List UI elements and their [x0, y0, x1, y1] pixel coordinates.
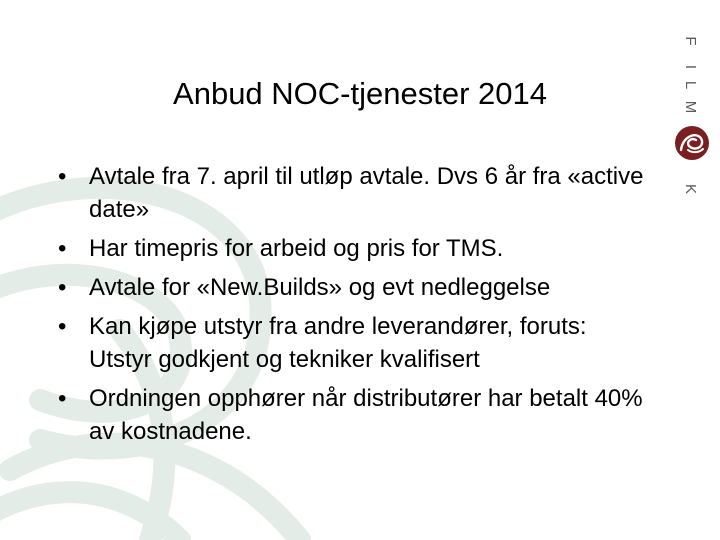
brand-letter-l: L — [682, 80, 699, 90]
brand-letter-f: F — [682, 36, 699, 46]
bullet-text: Avtale for «New.Builds» og evt nedleggelse — [89, 274, 551, 301]
bullet-symbol: • — [58, 274, 67, 301]
bullet-symbol: • — [58, 313, 67, 340]
bullet-text: Har timepris for arbeid og pris for TMS. — [89, 235, 504, 262]
brand-letter-m: M — [682, 100, 699, 114]
brand-letter-k: K — [682, 183, 699, 194]
bullet-text: Ordningen opphører når distributører har betalt 40% av kostnadene. — [89, 385, 643, 445]
bullet-list — [58, 160, 648, 454]
bullet-item — [58, 271, 648, 304]
bullet-item — [58, 382, 648, 448]
bullet-symbol: • — [58, 235, 67, 262]
bullet-text: Avtale fra 7. april til utløp avtale. Dvs 6 år fra «active date» — [89, 163, 644, 223]
bullet-item — [58, 232, 648, 265]
bullet-item — [58, 160, 648, 226]
bullet-symbol: • — [58, 385, 67, 412]
slide-title: Anbud NOC-tjenester 2014 — [173, 76, 547, 111]
brand-letter-i: I — [682, 64, 699, 70]
bullet-item — [58, 310, 648, 376]
bullet-symbol: • — [58, 163, 67, 190]
bullet-text: Kan kjøpe utstyr fra andre leverandører, foruts: Utstyr godkjent og tekniker kvalifisert — [89, 313, 587, 373]
film-k-brand — [660, 20, 720, 220]
